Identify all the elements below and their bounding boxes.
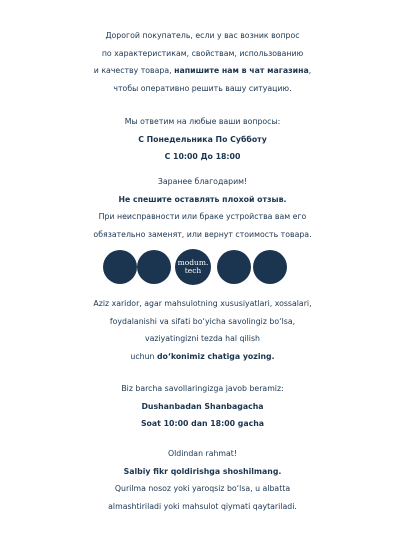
uz-intro-line-4 xyxy=(0,348,405,366)
logo-text-line-2: tech xyxy=(184,266,202,275)
dot-divider xyxy=(0,250,405,286)
ru-no-bad-review: Не спешите оставлять плохой отзыв. xyxy=(118,194,287,204)
ru-hours-time: С 10:00 До 18:00 xyxy=(164,152,241,162)
ru-thanks-line-4: обязательно заменят, или вернут стоимость товара. xyxy=(93,229,312,239)
uz-intro-line-4-text: uchun xyxy=(130,351,157,361)
uz-hours-days: Dushanbadan Shanbagacha xyxy=(141,401,264,411)
ru-hours xyxy=(0,113,405,166)
uz-thanks-line-1: Oldindan rahmat! xyxy=(168,449,237,458)
uz-no-bad-review: Salbiy fikr qoldirishga shoshilmang. xyxy=(123,466,282,476)
uz-thanks xyxy=(0,445,405,515)
ru-intro-line-2: по характеристикам, свойствам, использованию xyxy=(101,48,304,58)
uz-thanks-line-3: Qurilma nosoz yoki yaroqsiz bo‘lsa, u albatta xyxy=(114,484,291,494)
ru-intro xyxy=(0,27,405,97)
uz-thanks-line-4: almashtiriladi yoki mahsulot qiymati qaytariladi. xyxy=(108,501,297,511)
uz-chat-callout: do‘konimiz chatiga yozing. xyxy=(156,351,275,361)
ru-intro-line-3 xyxy=(0,62,405,80)
ru-intro-line-3-end: , xyxy=(308,66,312,76)
uz-hours xyxy=(0,380,405,433)
ru-hours-days: С Понедельника По Субботу xyxy=(138,134,267,144)
ru-chat-callout: напишите нам в чат магазина xyxy=(174,66,309,76)
ru-intro-line-3-text: и качеству товара, xyxy=(93,66,175,76)
logo-text-line-1: modum. xyxy=(177,258,209,267)
ru-thanks xyxy=(0,173,405,243)
uz-intro-line-3: vaziyatingizni tezda hal qilish xyxy=(145,334,260,344)
ru-thanks-line-3: При неисправности или браке устройства вам его xyxy=(98,212,307,222)
modum-tech-logo xyxy=(175,249,211,285)
divider-dot-3 xyxy=(217,250,251,284)
uz-intro-line-1: Aziz xaridor, agar mahsulotning xususiyatlari, xossalari, xyxy=(93,299,312,308)
ru-intro-line-4: чтобы оперативно решить вашу ситуацию. xyxy=(113,83,292,93)
ru-intro-line-1: Дорогой покупатель, если у вас возник вопрос xyxy=(105,31,300,40)
uz-intro xyxy=(0,295,405,365)
divider-dot-1 xyxy=(103,250,137,284)
uz-hours-time: Soat 10:00 dan 18:00 gacha xyxy=(140,419,265,429)
uz-hours-intro: Biz barcha savollaringizga javob beramiz: xyxy=(121,384,284,393)
uz-intro-line-2: foydalanishi va sifati bo‘yicha savolingiz bo‘lsa, xyxy=(109,316,296,326)
divider-dot-2 xyxy=(137,250,171,284)
divider-dot-4 xyxy=(253,250,287,284)
ru-thanks-line-1: Заранее благодарим! xyxy=(157,177,248,186)
ru-hours-intro: Мы ответим на любые ваши вопросы: xyxy=(124,117,281,126)
